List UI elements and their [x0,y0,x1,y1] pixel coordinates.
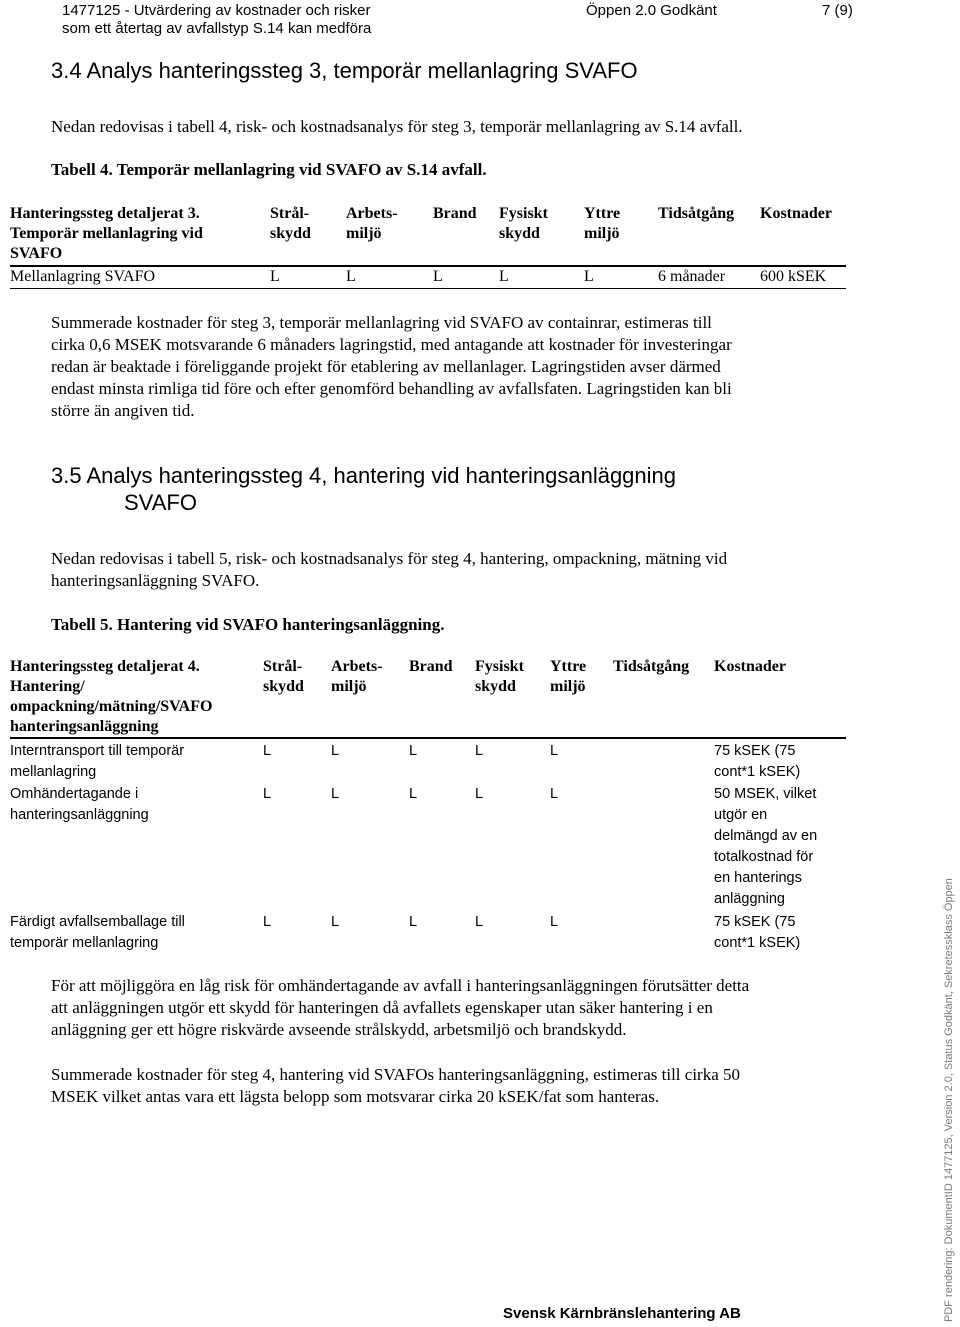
header-line: miljö [331,678,367,695]
section-3-5-intro [51,548,727,592]
header-page-number: 7 (9) [822,2,853,19]
table-5-header-tidsatgang: Tidsåtgång [613,658,690,675]
table-4 [10,204,846,288]
table-5-row-2-brand: L [409,786,418,802]
table-5-row-2-stralskydd: L [263,786,272,802]
heading-line: SVAFO [124,490,197,515]
section-3-4-heading: 3.4 Analys hanteringssteg 3, temporär mellanlagring SVAFO [51,58,638,83]
cell-line: mellanlagring [10,764,97,780]
table-5-row-1-step [10,741,184,783]
cell-line: utgör en [714,807,768,823]
table-4-header-arbetsmiljo [346,204,398,244]
table-5-row-1-arbetsmiljo: L [331,743,340,759]
table-4-header-step-line: Temporär mellanlagring vid [10,225,203,242]
paragraph-line: större än angiven tid. [51,401,195,420]
header-line: Arbets- [346,205,398,222]
header-line: Fysiskt [475,658,524,675]
paragraph-line: Summerade kostnader för steg 3, temporär mellanlagring vid SVAFO av containrar, estimeras till [51,313,712,332]
table-4-header-step-line: SVAFO [10,245,63,262]
table-5-header-kostnader: Kostnader [714,658,786,675]
table-5-row-1-yttre-miljo: L [550,743,559,759]
cell-line: anläggning [714,891,785,907]
table-5-row-1-kostnader [714,741,800,783]
table-5-header-step [10,657,212,737]
header-line: skydd [475,678,516,695]
cell-line: Färdigt avfallsemballage till [10,914,185,930]
table-5-row-3-step [10,912,185,954]
table-5-header-fysiskt-skydd [475,657,524,697]
header-line: miljö [346,225,382,242]
header-line: miljö [550,678,586,695]
table-5-row-1-brand: L [409,743,418,759]
table-5-row-2-arbetsmiljo: L [331,786,340,802]
cell-line: hanteringsanläggning [10,807,149,823]
table-4-row-fysiskt-skydd: L [499,268,509,285]
table-5-header-arbetsmiljo [331,657,383,697]
paragraph-line: hanteringsanläggning SVAFO. [51,571,260,590]
table-5-row-3-arbetsmiljo: L [331,914,340,930]
paragraph-line: anläggning ger ett högre riskvärde avseende strålskydd, arbetsmiljö och brandskydd. [51,1020,627,1039]
header-line: Hanteringssteg detaljerat 4. [10,658,200,675]
paragraph-line: För att möjliggöra en låg risk för omhändertagande av avfall i hanteringsanläggningen förutsätter detta [51,976,750,995]
header-line: miljö [584,225,620,242]
cell-line: delmängd av en [714,828,818,844]
cell-line: cont*1 kSEK) [714,935,801,951]
table-4-bottom-rule [10,288,846,289]
cell-line: en hanterings [714,870,802,886]
section-3-4-summary [51,312,732,422]
table-5-header-rule [10,737,846,739]
table-5-row-3-kostnader [714,912,800,954]
table-4-caption: Tabell 4. Temporär mellanlagring vid SVAFO av S.14 avfall. [51,160,487,179]
header-doc-subtitle: som ett återtag av avfallstyp S.14 kan medföra [62,20,372,37]
header-line: Strål- [270,205,310,222]
cell-line: Interntransport till temporär [10,743,185,759]
table-5-row-1-fysiskt-skydd: L [475,743,484,759]
table-5-row-2-step [10,784,149,826]
table-5 [10,657,846,957]
header-line: Yttre [584,205,621,222]
header-line: hanteringsanläggning [10,718,159,735]
table-5-header-stralskydd [263,657,304,697]
heading-line: 3.5 Analys hanteringssteg 4, hantering vid hanteringsanläggning [51,463,677,488]
table-4-header-kostnader: Kostnader [760,205,832,222]
table-5-row-1-stralskydd: L [263,743,272,759]
header-line: ompackning/mätning/SVAFO [10,698,213,715]
paragraph-line: MSEK vilket antas vara ett lägsta belopp som motsvarar cirka 20 kSEK/fat som hanteras. [51,1087,660,1106]
header-line: Hantering/ [10,678,85,695]
header-line: Strål- [263,658,303,675]
table-4-row-kostnader: 600 kSEK [760,268,827,285]
table-4-header-step-line: Hanteringssteg detaljerat 3. [10,205,200,222]
table-5-header-brand: Brand [409,658,453,675]
header-doc-title: 1477125 - Utvärdering av kostnader och risker [62,2,371,19]
cell-line: temporär mellanlagring [10,935,159,951]
table-4-row-stralskydd: L [270,268,280,285]
paragraph-line: Summerade kostnader för steg 4, hantering vid SVAFOs hanteringsanläggning, estimeras till cirka 50 [51,1065,740,1084]
table-5-row-2-yttre-miljo: L [550,786,559,802]
header-line: skydd [270,225,311,242]
table-4-header-step [10,204,203,264]
section-3-5-paragraph-2 [51,1064,740,1108]
paragraph-line: endast minsta rimliga tid före och efter genomförd behandling av avfallsfaten. Lagringstiden kan bli [51,379,732,398]
table-4-row-brand: L [433,268,443,285]
table-5-caption: Tabell 5. Hantering vid SVAFO hanteringsanläggning. [51,615,445,634]
paragraph-line: redan är beaktade i föreliggande projekt för etablering av mellanlager. Lagringstiden avser därmed [51,357,721,376]
table-5-header-yttre-miljo [550,657,586,697]
side-rendering-info: PDF rendering: DokumentID 1477125, Version 2.0, Status Godkänt, Sekretessklass Öppen [943,878,955,1322]
table-4-row-tidsatgang: 6 månader [658,268,726,285]
paragraph-line: Nedan redovisas i tabell 5, risk- och kostnadsanalys för steg 4, hantering, ompackning, mätning vid [51,549,728,568]
table-4-header-fysiskt-skydd [499,204,548,244]
cell-line: totalkostnad för [714,849,814,865]
cell-line: Omhändertagande i [10,786,139,802]
header-line: Arbets- [331,658,383,675]
table-5-row-3-stralskydd: L [263,914,272,930]
header-status: Öppen 2.0 Godkänt [586,2,717,19]
section-3-5-heading [51,462,676,516]
table-4-header-yttre-miljo [584,204,620,244]
table-5-row-2-kostnader [714,784,817,910]
section-3-4-intro: Nedan redovisas i tabell 4, risk- och kostnadsanalys för steg 3, temporär mellanlagring av S.14 avfall. [51,117,743,136]
table-5-row-3-fysiskt-skydd: L [475,914,484,930]
table-4-header-stralskydd [270,204,311,244]
table-4-row-yttre-miljo: L [584,268,594,285]
table-4-header-brand: Brand [433,205,477,222]
cell-line: 50 MSEK, vilket [714,786,817,802]
footer-company: Svensk Kärnbränslehantering AB [503,1305,741,1322]
table-4-header-tidsatgang: Tidsåtgång [658,205,735,222]
table-5-row-2-fysiskt-skydd: L [475,786,484,802]
header-line: Yttre [550,658,587,675]
section-3-5-paragraph-1 [51,975,749,1041]
table-5-row-3-yttre-miljo: L [550,914,559,930]
cell-line: 75 kSEK (75 [714,914,796,930]
table-4-row-step: Mellanlagring SVAFO [10,268,156,285]
paragraph-line: cirka 0,6 MSEK motsvarande 6 månaders lagringstid, med antagande att kostnader för investeringar [51,335,732,354]
table-5-row-3-brand: L [409,914,418,930]
header-line: skydd [499,225,540,242]
cell-line: cont*1 kSEK) [714,764,801,780]
table-4-row-arbetsmiljo: L [346,268,356,285]
paragraph-line: att anläggningen utgör ett skydd för hanteringen då avfallets egenskaper utan säker hantering i en [51,998,713,1017]
header-line: Fysiskt [499,205,548,222]
cell-line: 75 kSEK (75 [714,743,796,759]
header-line: skydd [263,678,304,695]
